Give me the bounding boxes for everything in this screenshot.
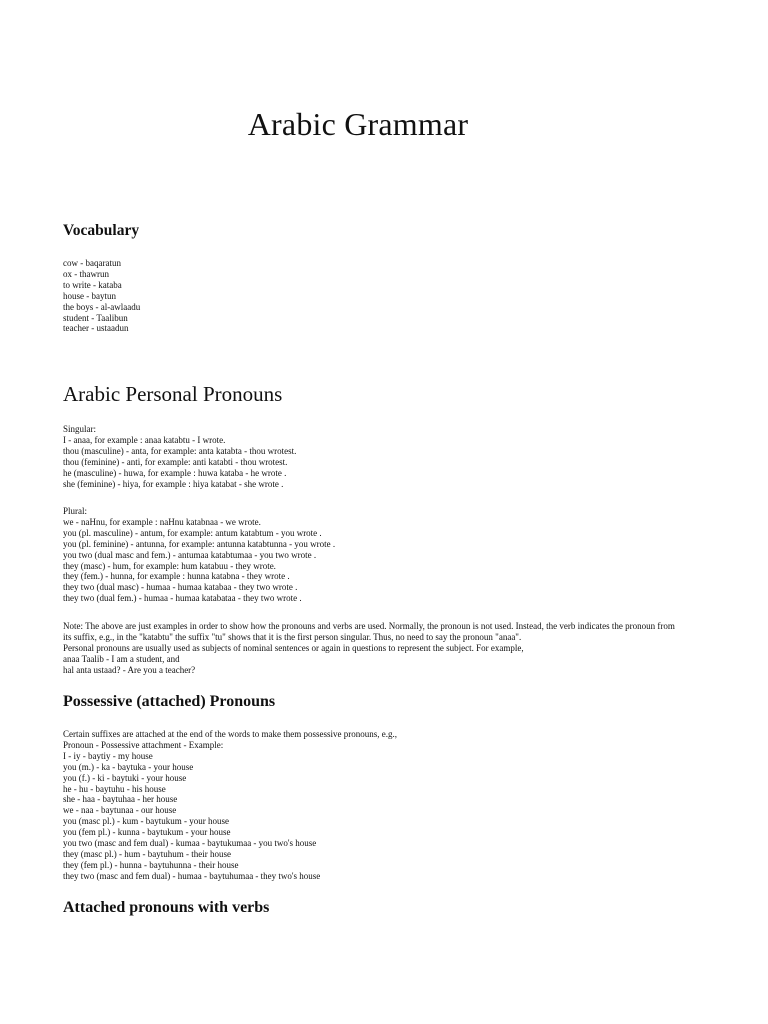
list-item: Plural: (63, 506, 87, 516)
note-line: its suffix, e.g., in the "katabtu" the suffix "tu" shows that it is the first person singular. Thus, no need to say the pronoun "anaa". (63, 631, 522, 642)
singular-pronouns-list (63, 424, 296, 489)
list-item: you two (dual masc and fem.) - antumaa katabtumaa - you two wrote . (63, 549, 317, 560)
list-item: cow - baqaratun (63, 258, 121, 268)
list-item: house - baytun (63, 290, 116, 301)
list-item: they two (dual masc) - humaa - humaa katabaa - they two wrote . (63, 582, 298, 593)
list-item: I - anaa, for example : anaa katabtu - I wrote. (63, 434, 226, 445)
list-item: they (fem pl.) - hunna - baytuhunna - their house (63, 859, 239, 870)
possessive-pronouns-list (63, 729, 397, 882)
personal-pronouns-heading: Arabic Personal Pronouns (63, 382, 283, 406)
list-item: student - Taalibun (63, 312, 128, 323)
list-item: ox - thawrun (63, 268, 109, 279)
vocabulary-list (63, 258, 140, 334)
list-item: she (feminine) - hiya, for example : hiya katabat - she wrote . (63, 478, 284, 489)
pronouns-note (63, 621, 675, 676)
list-item: you (m.) - ka - baytuka - your house (63, 761, 194, 772)
list-item: you (f.) - ki - baytuki - your house (63, 772, 187, 783)
list-item: Singular: (63, 424, 96, 434)
note-line: anaa Taalib - I am a student, and (63, 653, 180, 664)
list-item: thou (masculine) - anta, for example: anta katabta - thou wrotest. (63, 445, 297, 456)
list-item: he - hu - baytuhu - his house (63, 783, 166, 794)
list-item: they (masc pl.) - hum - baytuhum - their house (63, 848, 231, 859)
list-item: you (pl. masculine) - antum, for example: antum katabtum - you wrote . (63, 527, 322, 538)
vocabulary-heading: Vocabulary (63, 222, 140, 239)
note-line: Note: The above are just examples in order to show how the pronouns and verbs are used. Normally, the pronoun is not used. Instead, the verb indicates the pronoun from (63, 621, 675, 631)
page-title: Arabic Grammar (247, 106, 469, 142)
list-item: they (masc) - hum, for example: hum katabuu - they wrote. (63, 560, 276, 571)
list-item: you two (masc and fem dual) - kumaa - baytukumaa - you two's house (63, 838, 317, 849)
list-item: you (fem pl.) - kunna - baytukum - your house (63, 827, 231, 838)
possessive-pronouns-heading: Possessive (attached) Pronouns (63, 693, 276, 710)
list-item: I - iy - baytiy - my house (63, 750, 153, 761)
list-item: teacher - ustaadun (63, 323, 129, 334)
attached-pronouns-verbs-heading: Attached pronouns with verbs (63, 899, 270, 916)
list-item: we - naHnu, for example : naHnu katabnaa - we wrote. (63, 516, 261, 527)
list-item: you (pl. feminine) - antunna, for example: antunna katabtunna - you wrote . (63, 538, 336, 549)
note-line: Personal pronouns are usually used as subjects of nominal sentences or again in questions to represent the subject. For example, (63, 642, 524, 653)
list-item: they two (masc and fem dual) - humaa - baytuhumaa - they two's house (63, 870, 321, 881)
list-item: they (fem.) - hunna, for example : hunna katabna - they wrote . (63, 571, 290, 582)
note-line: hal anta ustaad? - Are you a teacher? (63, 664, 196, 675)
list-item: we - naa - baytunaa - our house (63, 805, 177, 816)
list-item: she - haa - baytuhaa - her house (63, 794, 178, 805)
list-item: the boys - al-awlaadu (63, 301, 141, 312)
list-item: you (masc pl.) - kum - baytukum - your house (63, 816, 229, 827)
list-item: he (masculine) - huwa, for example : huwa kataba - he wrote . (63, 467, 287, 478)
list-item: thou (feminine) - anti, for example: anti katabti - thou wrotest. (63, 456, 288, 467)
list-item: to write - kataba (63, 279, 122, 290)
list-item: they two (dual fem.) - humaa - humaa katabataa - they two wrote . (63, 593, 302, 604)
plural-pronouns-list (63, 506, 335, 604)
list-item: Pronoun - Possessive attachment - Example: (63, 739, 224, 750)
list-item: Certain suffixes are attached at the end of the words to make them possessive pronouns, e.g., (63, 729, 397, 739)
